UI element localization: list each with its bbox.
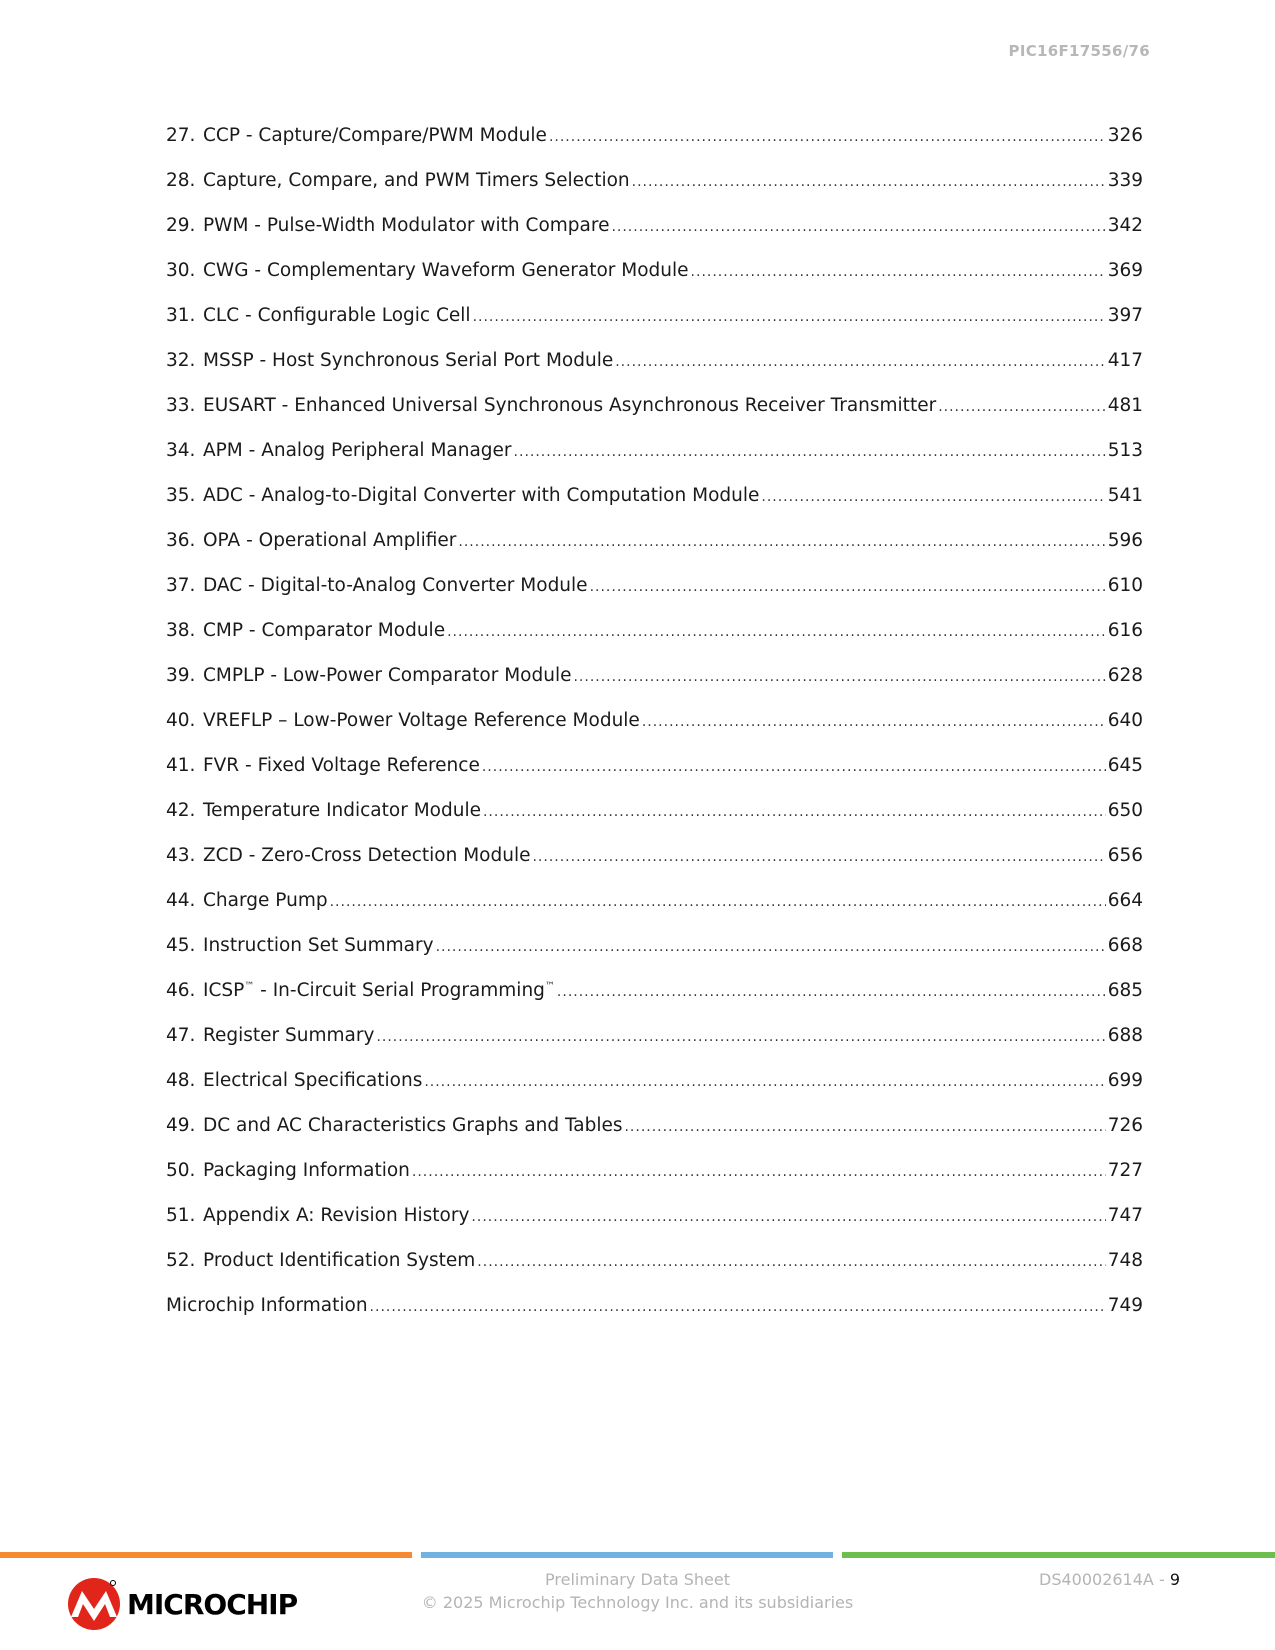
toc-dot-leader xyxy=(447,610,1106,655)
toc-entry-number: 52. xyxy=(166,1250,196,1271)
toc-entry-number: 30. xyxy=(166,260,196,281)
toc-entry-number: 46. xyxy=(166,980,196,1001)
toc-entry-number: 49. xyxy=(166,1115,196,1136)
toc-entry-number: 42. xyxy=(166,800,196,821)
toc-entry-title[interactable]: ADC - Analog-to-Digital Converter with Computation Module xyxy=(203,485,760,506)
toc-entry-title[interactable]: DAC - Digital-to-Analog Converter Module xyxy=(203,575,588,596)
toc-entry-title[interactable]: Charge Pump xyxy=(203,890,328,911)
toc-entry-page[interactable]: 326 xyxy=(1107,125,1143,146)
toc-dot-leader xyxy=(573,655,1105,700)
toc-entry-title[interactable]: OPA - Operational Amplifier xyxy=(203,530,457,551)
toc-entry-title[interactable]: CLC - Configurable Logic Cell xyxy=(203,305,471,326)
toc-entry-page[interactable]: 513 xyxy=(1107,440,1143,461)
table-of-contents xyxy=(166,113,1143,1328)
toc-entry[interactable] xyxy=(166,158,1143,203)
toc-dot-leader xyxy=(458,520,1105,565)
footer-page-number: 9 xyxy=(1169,1570,1180,1589)
toc-entry-page[interactable]: 640 xyxy=(1107,710,1143,731)
toc-entry-number: 36. xyxy=(166,530,196,551)
toc-entry[interactable] xyxy=(166,248,1143,293)
toc-entry-title[interactable]: VREFLP – Low-Power Voltage Reference Module xyxy=(203,710,640,731)
toc-entry-page[interactable]: 726 xyxy=(1107,1115,1143,1136)
toc-entry-title[interactable]: CMP - Comparator Module xyxy=(203,620,446,641)
toc-entry[interactable] xyxy=(166,563,1143,608)
toc-entry-number: 40. xyxy=(166,710,196,731)
toc-dot-leader xyxy=(471,1195,1105,1240)
toc-entry-title[interactable]: EUSART - Enhanced Universal Synchronous Asynchronous Receiver Transmitter xyxy=(203,395,937,416)
toc-entry-title[interactable]: FVR - Fixed Voltage Reference xyxy=(203,755,480,776)
footer-bar-blue xyxy=(421,1552,833,1558)
toc-dot-leader xyxy=(557,970,1106,1015)
document-id-header: PIC16F17556/76 xyxy=(1008,42,1150,60)
toc-entry[interactable] xyxy=(166,878,1143,923)
toc-entry-page[interactable]: 369 xyxy=(1107,260,1143,281)
toc-entry-number: 39. xyxy=(166,665,196,686)
toc-dot-leader xyxy=(590,565,1106,610)
footer-copyright: © 2025 Microchip Technology Inc. and its subsidiaries xyxy=(421,1593,854,1612)
toc-entry-number: 28. xyxy=(166,170,196,191)
toc-entry-page[interactable]: 749 xyxy=(1107,1295,1143,1316)
toc-entry-title[interactable]: PWM - Pulse-Width Modulator with Compare xyxy=(203,215,610,236)
toc-entry-number: 44. xyxy=(166,890,196,911)
toc-entry-number: 41. xyxy=(166,755,196,776)
toc-entry-number: 31. xyxy=(166,305,196,326)
toc-dot-leader xyxy=(615,340,1105,385)
footer-doc-number xyxy=(1039,1568,1180,1591)
toc-entry-number: 48. xyxy=(166,1070,196,1091)
toc-entry-number: 33. xyxy=(166,395,196,416)
toc-entry[interactable] xyxy=(166,743,1143,788)
toc-entry-title[interactable]: Electrical Specifications xyxy=(203,1070,423,1091)
toc-dot-leader xyxy=(532,835,1105,880)
toc-entry-number: 35. xyxy=(166,485,196,506)
toc-entry-page[interactable]: 342 xyxy=(1107,215,1143,236)
toc-dot-leader xyxy=(482,745,1106,790)
toc-entry-number: 37. xyxy=(166,575,196,596)
toc-entry-page[interactable]: 596 xyxy=(1107,530,1143,551)
toc-dot-leader xyxy=(473,295,1106,340)
toc-entry-title[interactable]: ICSP™ - In-Circuit Serial Programming™ xyxy=(203,980,555,1001)
toc-entry[interactable] xyxy=(166,518,1143,563)
toc-entry-number: 32. xyxy=(166,350,196,371)
toc-entry[interactable] xyxy=(166,788,1143,833)
toc-entry-title[interactable]: Product Identification System xyxy=(203,1250,476,1271)
toc-dot-leader xyxy=(761,475,1105,520)
toc-entry-title[interactable]: CCP - Capture/Compare/PWM Module xyxy=(203,125,547,146)
toc-dot-leader xyxy=(611,205,1105,250)
toc-entry-page[interactable]: 339 xyxy=(1107,170,1143,191)
toc-dot-leader xyxy=(477,1240,1105,1285)
toc-entry[interactable] xyxy=(166,923,1143,968)
toc-entry-title[interactable]: CWG - Complementary Waveform Generator Module xyxy=(203,260,689,281)
toc-entry[interactable] xyxy=(166,1193,1143,1238)
toc-dot-leader xyxy=(424,1060,1105,1105)
toc-dot-leader xyxy=(549,115,1106,160)
toc-entry[interactable] xyxy=(166,113,1143,158)
microchip-logo-text: MICROCHIP xyxy=(127,1587,298,1621)
toc-dot-leader xyxy=(514,430,1106,475)
toc-dot-leader xyxy=(624,1105,1105,1150)
toc-entry-title[interactable]: ZCD - Zero-Cross Detection Module xyxy=(203,845,531,866)
toc-entry-title[interactable]: Appendix A: Revision History xyxy=(203,1205,470,1226)
footer-bar-orange xyxy=(0,1552,412,1558)
toc-entry[interactable] xyxy=(166,1058,1143,1103)
toc-entry-page[interactable]: 656 xyxy=(1107,845,1143,866)
toc-entry-page[interactable]: 616 xyxy=(1107,620,1143,641)
toc-entry[interactable] xyxy=(166,338,1143,383)
toc-dot-leader xyxy=(330,880,1106,925)
toc-entry-number: 51. xyxy=(166,1205,196,1226)
toc-entry[interactable] xyxy=(166,968,1143,1013)
toc-entry-title[interactable]: MSSP - Host Synchronous Serial Port Module xyxy=(203,350,614,371)
toc-entry-page[interactable]: 747 xyxy=(1107,1205,1143,1226)
toc-entry-title[interactable]: Capture, Compare, and PWM Timers Selection xyxy=(203,170,630,191)
toc-entry-page[interactable]: 650 xyxy=(1107,800,1143,821)
toc-dot-leader xyxy=(436,925,1106,970)
toc-entry[interactable] xyxy=(166,293,1143,338)
toc-entry-title[interactable]: Temperature Indicator Module xyxy=(203,800,481,821)
toc-dot-leader xyxy=(412,1150,1106,1195)
toc-entry-number: 29. xyxy=(166,215,196,236)
toc-entry-page[interactable]: 397 xyxy=(1107,305,1143,326)
toc-entry-title[interactable]: CMPLP - Low-Power Comparator Module xyxy=(203,665,572,686)
toc-entry-page[interactable]: 748 xyxy=(1107,1250,1143,1271)
toc-dot-leader xyxy=(370,1285,1106,1330)
toc-entry-page[interactable]: 541 xyxy=(1107,485,1143,506)
toc-entry-title[interactable]: Microchip Information xyxy=(166,1295,368,1316)
toc-entry[interactable] xyxy=(166,1238,1143,1283)
toc-entry-number: 47. xyxy=(166,1025,196,1046)
toc-entry-page[interactable]: 417 xyxy=(1107,350,1143,371)
toc-entry[interactable] xyxy=(166,1013,1143,1058)
toc-dot-leader xyxy=(376,1015,1105,1060)
toc-entry-page[interactable]: 664 xyxy=(1107,890,1143,911)
toc-entry[interactable] xyxy=(166,608,1143,653)
toc-dot-leader xyxy=(632,160,1106,205)
toc-entry[interactable] xyxy=(166,698,1143,743)
toc-entry-number: 50. xyxy=(166,1160,196,1181)
toc-entry-page[interactable]: 668 xyxy=(1107,935,1143,956)
toc-dot-leader xyxy=(483,790,1106,835)
toc-entry[interactable] xyxy=(166,1103,1143,1148)
toc-entry-title[interactable]: Instruction Set Summary xyxy=(203,935,434,956)
toc-entry-page[interactable]: 645 xyxy=(1107,755,1143,776)
toc-entry-number: 45. xyxy=(166,935,196,956)
toc-entry-page[interactable]: 610 xyxy=(1107,575,1143,596)
toc-entry-number: 27. xyxy=(166,125,196,146)
toc-entry-page[interactable]: 699 xyxy=(1107,1070,1143,1091)
toc-entry-page[interactable]: 727 xyxy=(1107,1160,1143,1181)
toc-dot-leader xyxy=(642,700,1106,745)
toc-entry-page[interactable]: 685 xyxy=(1107,980,1143,1001)
footer-preliminary-label: Preliminary Data Sheet xyxy=(545,1570,730,1589)
toc-entry[interactable] xyxy=(166,1148,1143,1193)
toc-entry[interactable] xyxy=(166,653,1143,698)
footer-doc-id: DS40002614A - xyxy=(1039,1570,1170,1589)
toc-dot-leader xyxy=(938,385,1106,430)
toc-entry-page[interactable]: 481 xyxy=(1107,395,1143,416)
toc-entry-title[interactable]: DC and AC Characteristics Graphs and Tables xyxy=(203,1115,623,1136)
toc-entry-title[interactable]: Register Summary xyxy=(203,1025,375,1046)
toc-entry[interactable] xyxy=(166,383,1143,428)
toc-entry-number: 38. xyxy=(166,620,196,641)
toc-entry[interactable] xyxy=(166,203,1143,248)
footer-color-bars xyxy=(0,1552,1275,1558)
toc-entry[interactable] xyxy=(166,473,1143,518)
toc-entry-title[interactable]: APM - Analog Peripheral Manager xyxy=(203,440,512,461)
footer-bar-green xyxy=(842,1552,1275,1558)
toc-dot-leader xyxy=(691,250,1106,295)
toc-entry-page[interactable]: 688 xyxy=(1107,1025,1143,1046)
toc-entry-title[interactable]: Packaging Information xyxy=(203,1160,410,1181)
toc-entry[interactable] xyxy=(166,1283,1143,1328)
toc-entry[interactable] xyxy=(166,833,1143,878)
toc-entry-number: 34. xyxy=(166,440,196,461)
toc-entry-page[interactable]: 628 xyxy=(1107,665,1143,686)
toc-entry[interactable] xyxy=(166,428,1143,473)
toc-entry-number: 43. xyxy=(166,845,196,866)
